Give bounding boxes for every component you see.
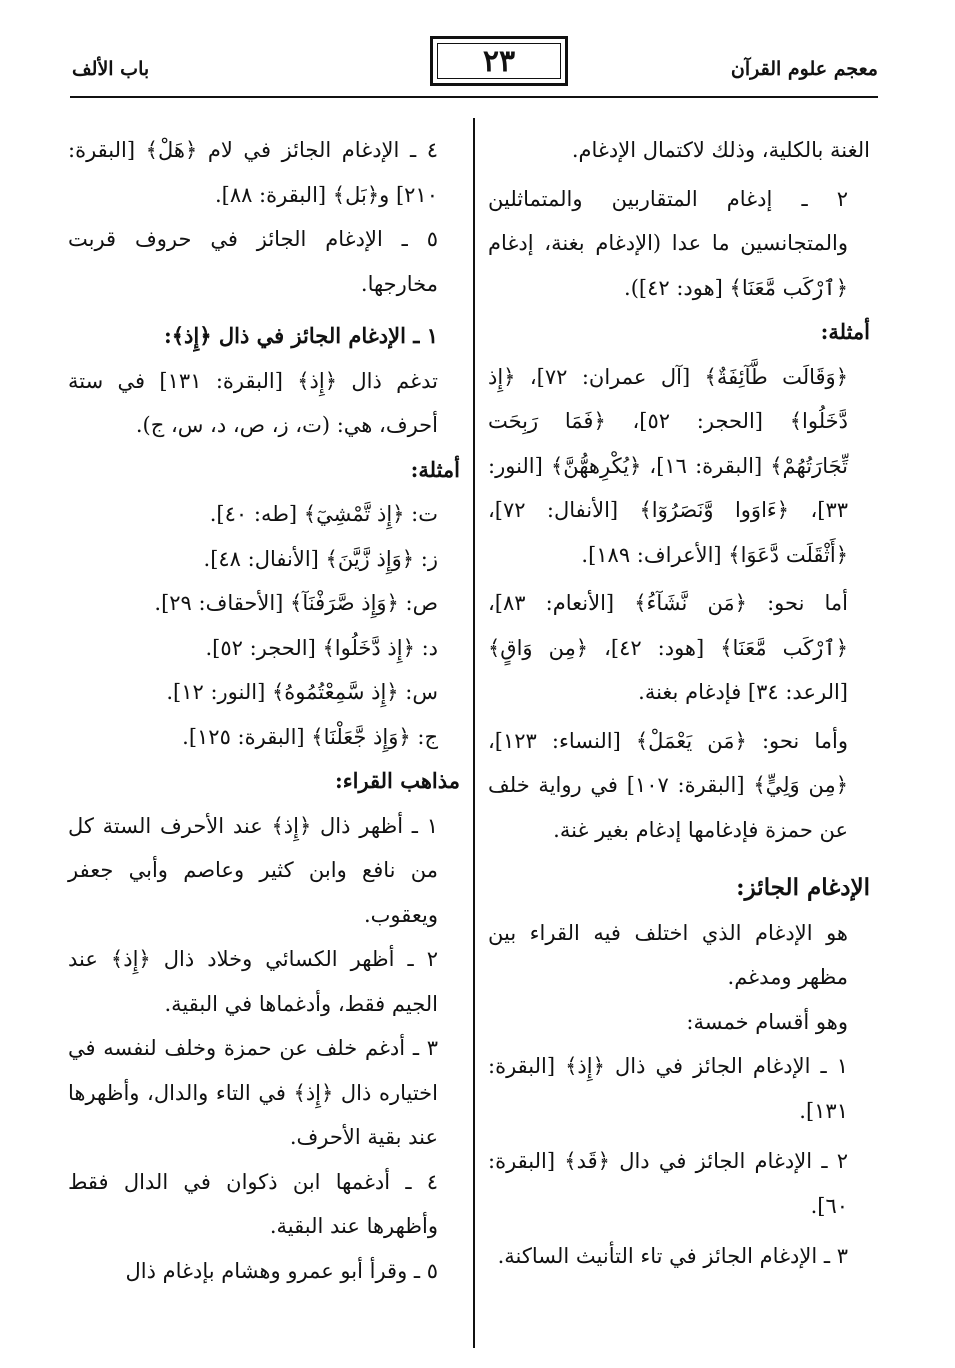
list-item: ٣ ـ الإدغام الجائز في تاء التأنيث الساكنة.	[497, 1244, 848, 1268]
list-item: ٤ ـ أدغمها ابن ذكوان في الدال فقط وأظهرها عند البقية.	[68, 1169, 438, 1238]
section-heading: الإدغام الجائز:	[736, 874, 870, 901]
examples-heading: أمثلة:	[410, 456, 460, 482]
examples-heading: أمثلة:	[820, 319, 870, 344]
list-item: ٥ ـ الإدغام الجائز في حروف قربت مخارجها.	[68, 227, 438, 296]
example-item: ج: ﴿وَإِذ جَّعَلْنَا﴾ [البقرة: ١٢٥].	[182, 724, 438, 749]
paragraph: وهو أقسام خمسة:	[686, 1009, 848, 1034]
column-divider	[473, 118, 475, 1348]
page-number-box	[430, 36, 568, 86]
example-item: ز: ﴿وَإِذ زَّيَّنَ﴾ [الأنفال: ٤٨].	[203, 546, 438, 571]
example-item: ص: ﴿وَإِذ صَّرَفْنَآ﴾ [الأحقاف: ٢٩].	[154, 591, 438, 615]
list-item: ٣ ـ أدغم خلف عن حمزة وخلف لنفسه في اختياره ذال ﴿إِذ﴾ في التاء والدال، وأظهرها عند بقية الأحرف.	[68, 1036, 438, 1149]
list-item: ٤ ـ الإدغام الجائز في لام ﴿هَلْ﴾ [البقرة: ٢١٠] و﴿بَل﴾ [البقرة: ٨٨].	[68, 138, 438, 207]
page-header	[58, 28, 878, 98]
left-column	[68, 128, 460, 1293]
paragraph: ٢ ـ إدغام المتقاربين والمتماثلين والمتجانسين ما عدا (الإدغام بغنة، إدغام ﴿ٱرْكَب مَّعَنَا﴾ [هود: ٤٢]).	[488, 186, 848, 300]
paragraph: أما نحو: ﴿مَن نَّشَآءُ﴾ [الأنعام: ٨٣]، ﴿ٱرْكَب مَّعَنَا﴾ [هود: ٤٢]، ﴿مِن وَاقٍ﴾ [الرعد: ٣٤] فإدغام بغنة.	[488, 591, 848, 704]
right-column	[488, 128, 870, 1279]
list-item: ١ ـ أظهر ذال ﴿إِذ﴾ عند الأحرف الستة كل من نافع وابن كثير وعاصم وأبي جعفر ويعقوب.	[68, 813, 438, 927]
subsection-heading: ١ ـ الإدغام الجائز في ذال ﴿إِذ﴾:	[164, 323, 438, 348]
list-item: ٢ ـ أظهر الكسائي وخلاد ذال ﴿إِذ﴾ عند الجيم فقط، وأدغماها في البقية.	[68, 947, 438, 1016]
readers-heading: مذاهب القراء:	[334, 768, 460, 793]
example-item: ت: ﴿إِذ تَّمْشِيٓ﴾ [طه: ٤٠].	[209, 502, 438, 526]
paragraph: وأما نحو: ﴿مَن يَعْمَلْ﴾ [النساء: ١٢٣]، ﴿مِن وَلِيٍّ﴾ [البقرة: ١٠٧] في رواية خلف عن حمزة فإدغامها إدغام بغير غنة.	[488, 728, 848, 842]
paragraph: الغنة بالكلية، وذلك لاكتمال الإدغام.	[571, 138, 870, 162]
paragraph: ﴿وَقَالَت طَّآئِفَةٌ﴾ [آل عمران: ٧٢]، ﴿إِذ دَّخَلُوا﴾ [الحجر: ٥٢]، ﴿فَمَا رَبِحَت تِّجَارَتُهُمْ﴾ [البقرة: ١٦]، ﴿يُكْرِههُّنَّ﴾ [النور: ٣٣]، ﴿ءَاوَوا وَّنَصَرُوٓا﴾ [الأنفال: ٧٢]، ﴿أَثْقَلَت دَّعَوَا﴾ [الأعراف: ١٨٩].	[488, 364, 848, 567]
example-item: س: ﴿إِذ سَّمِعْتُمُوهُ﴾ [النور: ١٢].	[166, 680, 438, 704]
header-rule	[70, 96, 878, 98]
page-number: ٢٣	[482, 43, 516, 79]
paragraph: هو الإدغام الذي اختلف فيه القراء بين مظهر ومدغم.	[488, 920, 848, 989]
list-item: ٢ ـ الإدغام الجائز في دال ﴿قَد﴾ [البقرة: ٦٠].	[488, 1149, 848, 1218]
example-item: د: ﴿إِذ دَّخَلُوا﴾ [الحجر: ٥٢].	[205, 635, 438, 660]
list-item: ٥ ـ وقرأ أبو عمرو وهشام بإدغام ذال	[125, 1258, 438, 1283]
book-title: معجم علوم القرآن	[730, 58, 878, 80]
list-item: ١ ـ الإدغام الجائز في ذال ﴿إِذ﴾ [البقرة: ١٣١].	[488, 1054, 848, 1123]
chapter-title: باب الألف	[72, 58, 150, 80]
paragraph: تدغم ذال ﴿إِذ﴾ [البقرة: ١٣١] في ستة أحرف، هي: (ت، ز، ص، د، س، ج).	[68, 368, 438, 437]
